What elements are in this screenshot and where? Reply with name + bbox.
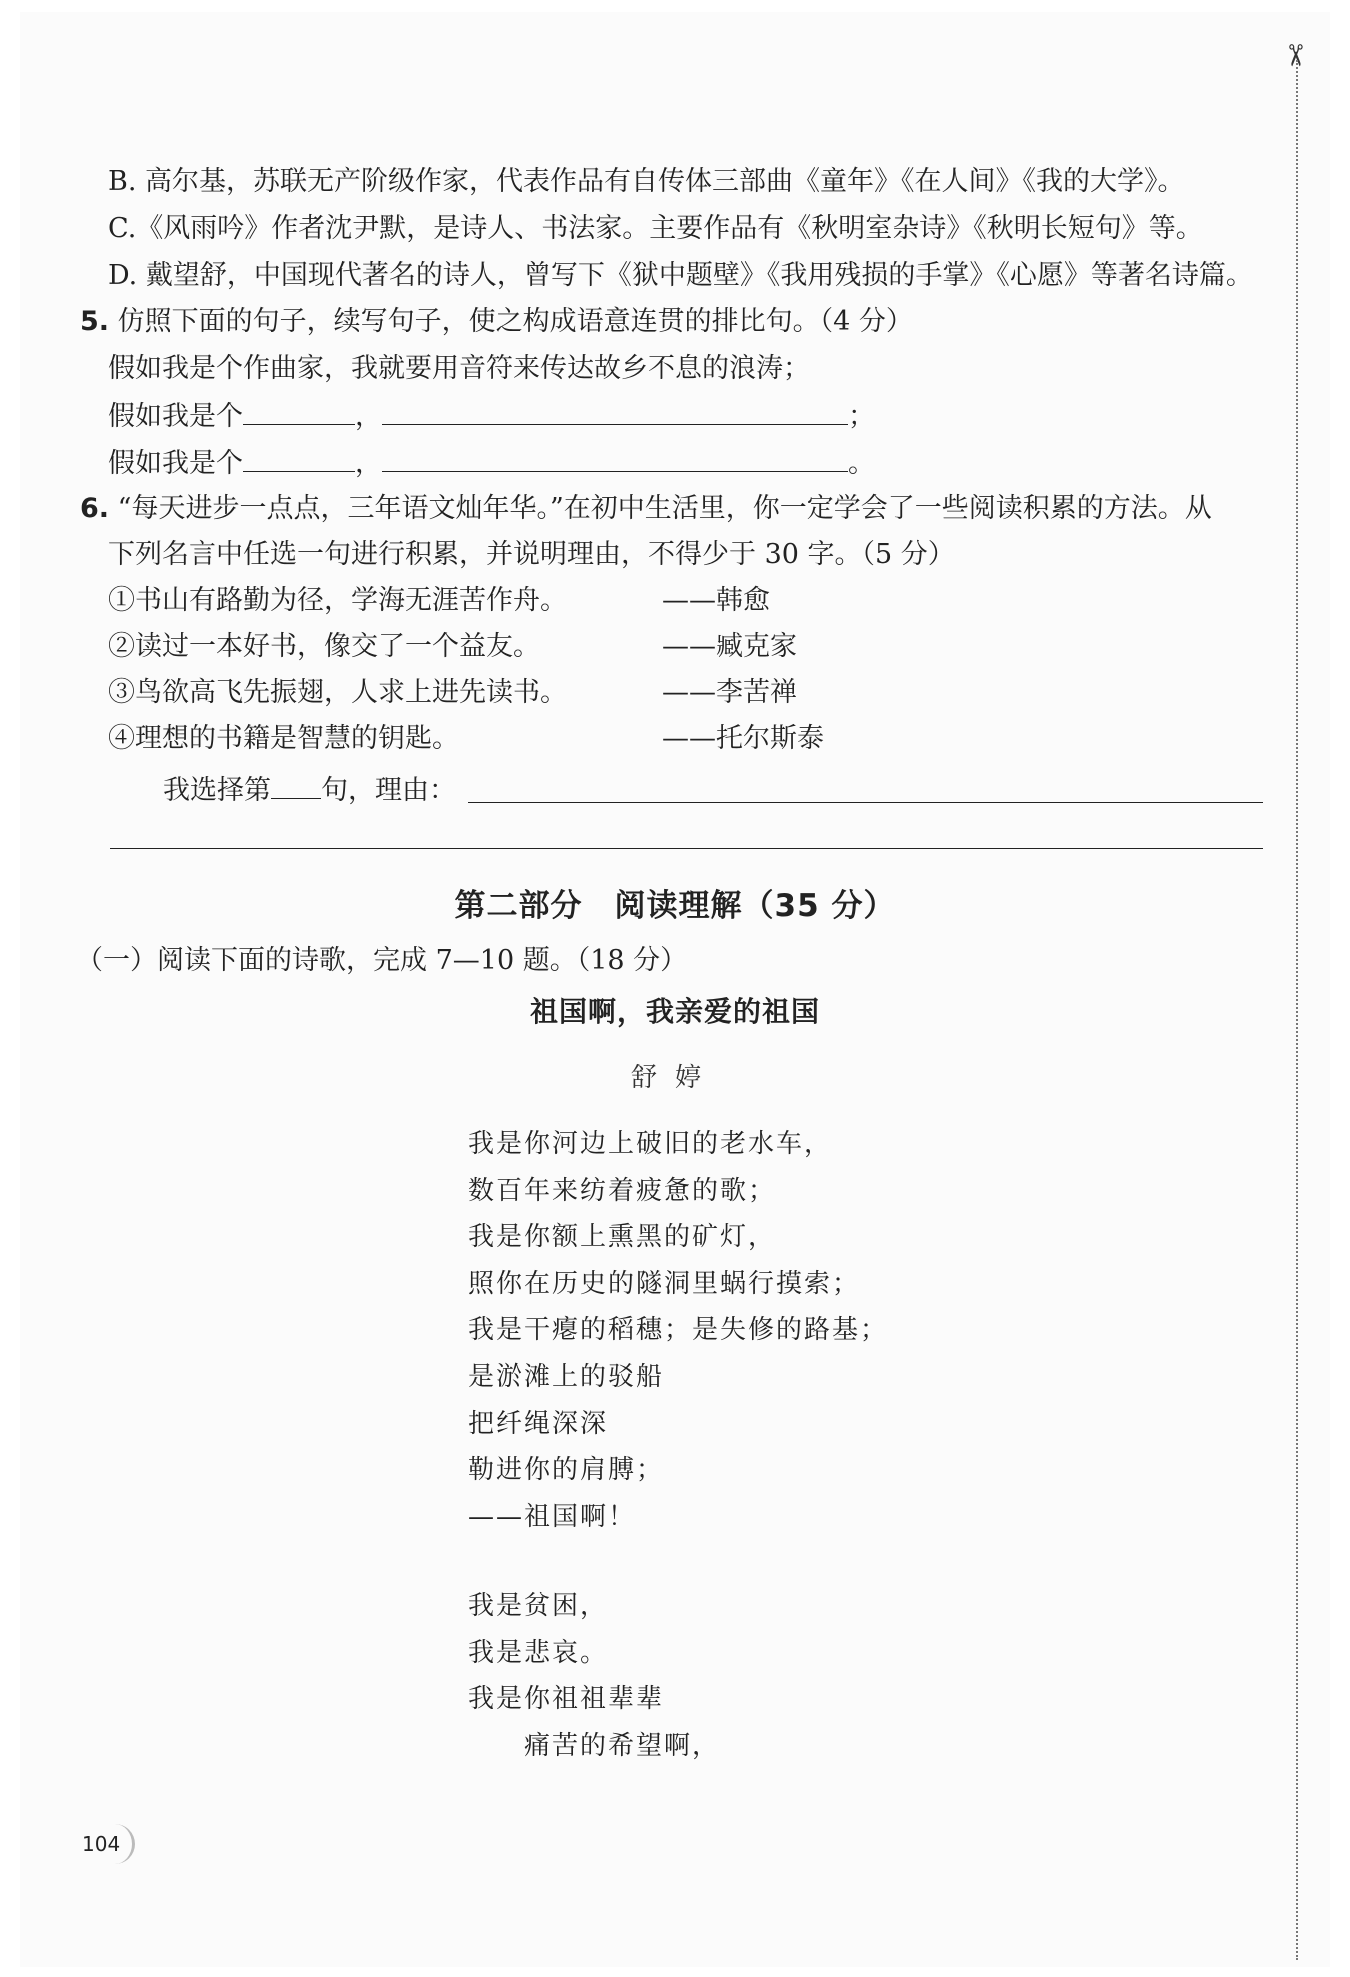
poem-line: 是淤滩上的驳船 (468, 1362, 665, 1392)
q6-answer-line (163, 772, 456, 808)
poem-line: 把纤绳深深 (468, 1408, 609, 1439)
reason-blank-line[interactable] (110, 848, 1263, 849)
option-b: B. 高尔基，苏联无产阶级作家，代表作品有自传体三部曲《童年》《在人间》《我的大学》。 (108, 166, 1185, 197)
poem-line: 我是你祖祖辈辈 (468, 1684, 665, 1715)
option-d: D. 戴望舒，中国现代著名的诗人，曾写下《狱中题壁》《我用残损的手掌》《心愿》等著名诗篇。 (108, 260, 1253, 291)
question-6 (80, 492, 1212, 526)
poem-line: 我是你河边上破旧的老水车， (468, 1129, 833, 1159)
fill-end: ； (848, 401, 875, 432)
answer-blank[interactable] (382, 398, 848, 425)
quote-author: ——韩愈 (662, 585, 770, 616)
fill-lead: 假如我是个 (108, 401, 243, 432)
page-number: 104 (82, 1832, 121, 1856)
sentence-choice-blank[interactable] (271, 772, 321, 799)
fill-comma: ， (355, 448, 382, 479)
poem-line: 我是悲哀。 (468, 1637, 609, 1668)
quote-author: ——臧克家 (662, 631, 797, 662)
reading-section-header: （一）阅读下面的诗歌，完成 7—10 题。（18 分） (76, 945, 688, 976)
answer-mid: 句，理由： (321, 775, 456, 806)
poem-line: 痛苦的希望啊， (524, 1730, 721, 1761)
poem-line: 照你在历史的隧洞里蜗行摸索； (468, 1268, 861, 1299)
q5-fill-line-2 (108, 445, 875, 481)
poem-line: 我是贫困， (468, 1591, 609, 1621)
quote-text: ①书山有路勤为径，学海无涯苦作舟。 (108, 585, 567, 616)
question-number: 6. (80, 493, 110, 524)
q5-example: 假如我是个作曲家，我就要用音符来传达故乡不息的浪涛； (108, 353, 810, 384)
fill-end: 。 (848, 448, 875, 479)
poem-line: ——祖国啊！ (468, 1501, 637, 1532)
quote-author: ——李苦禅 (662, 677, 797, 708)
q5-fill-line-1 (108, 398, 875, 434)
answer-blank[interactable] (382, 445, 848, 472)
reason-blank-line[interactable] (468, 802, 1263, 803)
quote-text: ③鸟欲高飞先振翅，人求上进先读书。 (108, 677, 567, 708)
question-5 (80, 305, 913, 339)
answer-blank[interactable] (243, 445, 355, 472)
q6-prompt-line-2: 下列名言中任选一句进行积累，并说明理由，不得少于 30 字。（5 分） (108, 539, 955, 570)
quote-text: ④理想的书籍是智慧的钥匙。 (108, 723, 459, 754)
poem-line: 数百年来纺着疲惫的歌； (468, 1175, 777, 1206)
question-prompt: “每天进步一点点，三年语文灿年华。”在初中生活里，你一定学会了一些阅读积累的方法。从 (117, 493, 1212, 524)
answer-lead: 我选择第 (163, 775, 271, 806)
poem-line: 勒进你的肩膊； (468, 1455, 665, 1486)
question-prompt: 仿照下面的句子，续写句子，使之构成语意连贯的排比句。（4 分） (117, 306, 913, 337)
quote-author: ——托尔斯泰 (662, 723, 824, 754)
poem-title: 祖国啊，我亲爱的祖国 (529, 995, 820, 1028)
poem-line: 我是干瘪的稻穗；是失修的路基； (468, 1315, 889, 1346)
option-c: C.《风雨吟》作者沈尹默，是诗人、书法家。主要作品有《秋明室杂诗》《秋明长短句》等。 (108, 213, 1203, 244)
poem-line: 我是你额上熏黑的矿灯， (468, 1222, 777, 1253)
scissors-icon: ✂ (1277, 42, 1313, 69)
fill-lead: 假如我是个 (108, 448, 243, 479)
quote-text: ②读过一本好书，像交了一个益友。 (108, 631, 540, 662)
poem-author: 舒婷 (630, 1063, 719, 1093)
answer-blank[interactable] (243, 398, 355, 425)
part-2-title: 第二部分 阅读理解（35 分） (454, 888, 896, 924)
question-number: 5. (80, 306, 110, 337)
fill-comma: ， (355, 401, 382, 432)
